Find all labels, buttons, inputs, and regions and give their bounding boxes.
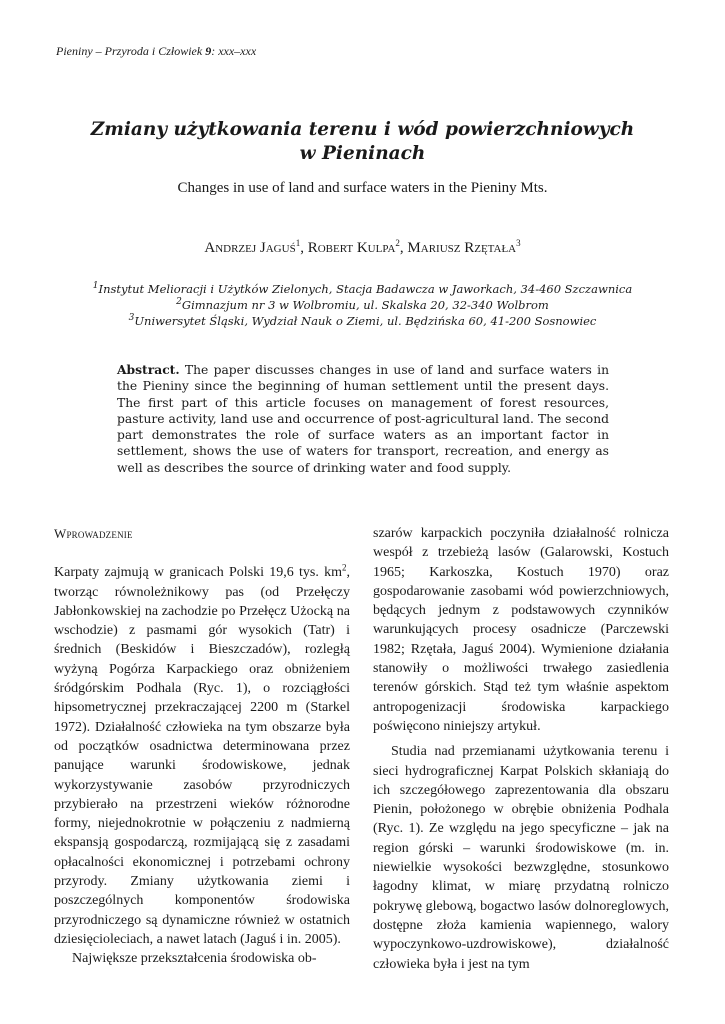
english-title: Changes in use of land and surface waters in the Pieniny Mts. xyxy=(177,180,548,196)
paragraph xyxy=(54,563,350,949)
affiliation-mark: 3 xyxy=(128,313,135,323)
affiliation-1 xyxy=(40,281,685,296)
abstract-label: Abstract. xyxy=(117,362,180,377)
abstract xyxy=(117,362,609,476)
affiliation-mark: 2 xyxy=(176,297,182,307)
authors-line: Andrzej Jaguś$^1$, Robert Kulpa$^2$, Mariusz Rzętała$^3$ xyxy=(204,238,521,256)
article-title xyxy=(60,118,665,166)
title-line-1: Zmiany użytkowania terenu i wód powierzchniowych xyxy=(90,119,635,140)
paragraph: Największe przekształcenia środowiska ob- xyxy=(72,951,317,967)
author-name: Mariusz Rzętała xyxy=(407,240,517,256)
journal-pages: : xxx–xxx xyxy=(211,44,257,58)
author-name: Andrzej Jaguś xyxy=(204,240,296,256)
journal-volume: 9 xyxy=(205,44,212,58)
affiliation-mark: 1 xyxy=(92,281,99,291)
left-column xyxy=(54,524,350,969)
right-column xyxy=(373,524,669,974)
affiliation-text: Uniwersytet Śląski, Wydział Nauk o Ziemi, ul. Będzińska 60, 41-200 Sosnowiec xyxy=(134,313,597,328)
journal-name: Pieniny – Przyroda i Człowiek xyxy=(56,44,203,58)
running-head xyxy=(56,44,256,59)
author-affiliation-mark: 2 xyxy=(395,238,400,248)
paragraph: Studia nad przemianami użytkowania terenu i sieci hydrograficznej Karpat Polskich skłaniają do ich szczegółowego zaprezentowania dla obszaru Pienin, położonego w obrębie obniżenia Podhala (Ryc. 1). Ze względu na jego specyficzne – jak na region górski – warunki środowiskowe (m. in. niewielkie wysokości bezwzględne, stosunkowo łagodny klimat, w miarę przydatną rolniczo pokrywę glebową, bogactwo lasów dolnoreglowych, dostępne złoża kamienia wapiennego, walory wypoczynkowo-uzdrowiskowe), działalność człowieka była i jest na tym xyxy=(373,744,669,972)
paragraph-text: , tworząc równoleżnikowy pas (od Przełęczy Jabłonkowskiej na zachodzie po Przełęcz Użocką na wschodzie) z pasmami gór wysokich (Tatr) i średnich (Beskidów i Bieszczadów), rozległą wyżyną Pogórza Karpackiego oraz obniżeniem śródgórskim Podhala (Ryc. 1), o rozciągłości hipsometrycznej przekraczającej 2200 m (Starkel 1972). Działalność człowieka na tym obszarze była od początków osadnictwa determinowana przez panujące warunki środowiskowe, jednak wykorzystywanie zasobów przyrodniczych przybierało na przestrzeni wieków różnorodne formy, niejednokrotnie w połączeniu z nadmierną ekspansją gospodarczą, rozmijającą się z zasadami opłacalności ekonomicznej i potrzebami ochrony przyrody. Zmiany użytkowania ziemi i poszczególnych komponentów środowiska przyrodniczego są dynamiczne również w ostatnich dziesięcioleciach, a nawet latach (Jaguś i in. 2005). xyxy=(54,565,350,947)
affiliation-text: Gimnazjum nr 3 w Wolbromiu, ul. Skalska 20, 32-340 Wolbrom xyxy=(181,297,549,312)
abstract-text: The paper discusses changes in use of land and surface waters in the Pieniny since the beginning of human settlement until the present days. The first part of this article focuses on management of forest resources, pasture activity, land use and occurrence of post-agricultural land. The second part demonstrates the role of surface waters as an important factor in settlement, shows the use of waters for transport, recreation, and energy as well as describes the source of drinking water and food supply. xyxy=(117,363,609,475)
author-affiliation-mark: 3 xyxy=(516,238,521,248)
superscript: 2 xyxy=(342,562,347,573)
affiliation-3 xyxy=(40,313,685,328)
affiliation-text: Instytut Melioracji i Użytków Zielonych, Stacja Badawcza w Jaworkach, 34-460 Szczawnica xyxy=(98,281,633,296)
title-line-2: w Pieninach xyxy=(299,143,426,164)
section-heading: Wprowadzenie xyxy=(54,526,133,541)
author-affiliation-mark: 1 xyxy=(295,238,301,248)
paragraph-text: Karpaty zajmują w granicach Polski 19,6 tys. km xyxy=(54,565,342,581)
author-name: Robert Kulpa xyxy=(307,240,396,256)
affiliation-2 xyxy=(40,297,685,312)
paragraph: szarów karpackich poczyniła działalność rolnicza wespół z trzebieżą lasów (Galarowski, Kostuch 1965; Karkoszka, Kostuch 1970) oraz gospodarowanie zasobami wód powierzchniowych, będących jednym z podstawowych czynników warunkujących procesy osadnicze (Parczewski 1982; Rzętała, Jaguś 2004). Wymienione działania stanowiły o możliwości trwałego zasiedlenia terenów górskich. Stąd też tym właśnie aspektom antropogenizacji środowiska karpackiego poświęcono niniejszy artykuł. xyxy=(373,526,669,734)
